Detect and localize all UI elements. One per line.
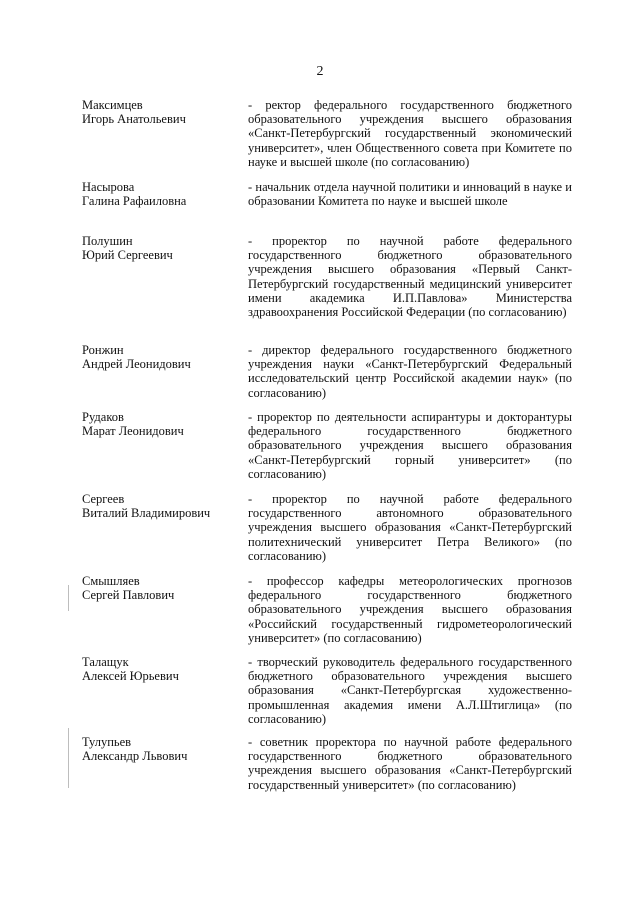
- member-name: [82, 234, 248, 319]
- member-given-names: Андрей Леонидович: [82, 357, 191, 372]
- member-role: - советник проректора по научной работе федерального государственного бюджетного образовательного учреждения высшего образования «Санкт-Петербургский государственный университет» (по согласованию): [248, 735, 572, 792]
- member-name: [82, 492, 248, 563]
- margin-mark: [68, 728, 69, 788]
- member-entry: [82, 98, 572, 169]
- member-role: - начальник отдела научной политики и инноваций в науке и образовании Комитета по науке и высшей школе: [248, 180, 572, 209]
- member-given-names: Марат Леонидович: [82, 424, 184, 439]
- member-name: [82, 574, 248, 645]
- member-name: [82, 98, 248, 169]
- member-surname: Смышляев: [82, 574, 140, 588]
- member-surname: Насырова: [82, 180, 135, 194]
- member-given-names: Галина Рафаиловна: [82, 194, 187, 209]
- member-given-names: Сергей Павлович: [82, 588, 175, 603]
- member-given-names: Игорь Анатольевич: [82, 112, 186, 127]
- member-surname: Сергеев: [82, 492, 125, 506]
- member-entry: [82, 234, 572, 319]
- member-name: [82, 735, 248, 792]
- member-entry: [82, 492, 572, 563]
- member-role: - творческий руководитель федерального государственного бюджетного образовательного учреждения высшего образования «Санкт-Петербургская художественно-промышленная академия имени А.Л.Штиглица» (по согласованию): [248, 655, 572, 726]
- member-name: [82, 410, 248, 481]
- member-surname: Тулупьев: [82, 735, 132, 749]
- member-role: - ректор федерального государственного бюджетного образовательного учреждения высшего образования «Санкт-Петербургский государственный экономический университет», член Общественного совета при Комитете по науке и высшей школе (по согласованию): [248, 98, 572, 169]
- page-number: 2: [316, 64, 324, 79]
- member-surname: Ронжин: [82, 343, 124, 357]
- member-name: [82, 180, 248, 208]
- member-role: - проректор по научной работе федерального государственного автономного образовательного учреждения высшего образования «Санкт-Петербургский политехнический университет Петра Великого» (по согласованию): [248, 492, 572, 563]
- member-given-names: Алексей Юрьевич: [82, 669, 179, 684]
- member-entry: [82, 180, 572, 208]
- margin-mark: [68, 585, 69, 611]
- member-role: - директор федерального государственного бюджетного учреждения науки «Санкт-Петербургский Федеральный исследовательский центр Российской академии наук» (по согласованию): [248, 343, 572, 400]
- member-entry: [82, 655, 572, 726]
- member-entry: [82, 735, 572, 792]
- member-role: - профессор кафедры метеорологических прогнозов федерального государственного бюджетного образовательного учреждения высшего образования «Российский государственный гидрометеорологический университет» (по согласованию): [248, 574, 572, 645]
- member-surname: Талащук: [82, 655, 129, 669]
- member-entry: [82, 343, 572, 400]
- member-surname: Полушин: [82, 234, 133, 248]
- member-entry: [82, 410, 572, 481]
- member-surname: Рудаков: [82, 410, 124, 424]
- member-given-names: Александр Львович: [82, 749, 188, 764]
- member-name: [82, 343, 248, 400]
- member-surname: Максимцев: [82, 98, 143, 112]
- member-name: [82, 655, 248, 726]
- member-given-names: Юрий Сергеевич: [82, 248, 173, 263]
- member-role: - проректор по деятельности аспирантуры и докторантуры федерального государственного бюджетного образовательного учреждения высшего образования «Санкт-Петербургский горный университет» (по согласованию): [248, 410, 572, 481]
- member-role: - проректор по научной работе федерального государственного бюджетного образовательного учреждения высшего образования «Первый Санкт-Петербургский государственный медицинский университет имени академика И.П.Павлова» Министерства здравоохранения Российской Федерации (по согласованию): [248, 234, 572, 320]
- member-given-names: Виталий Владимирович: [82, 506, 211, 521]
- member-entry: [82, 574, 572, 645]
